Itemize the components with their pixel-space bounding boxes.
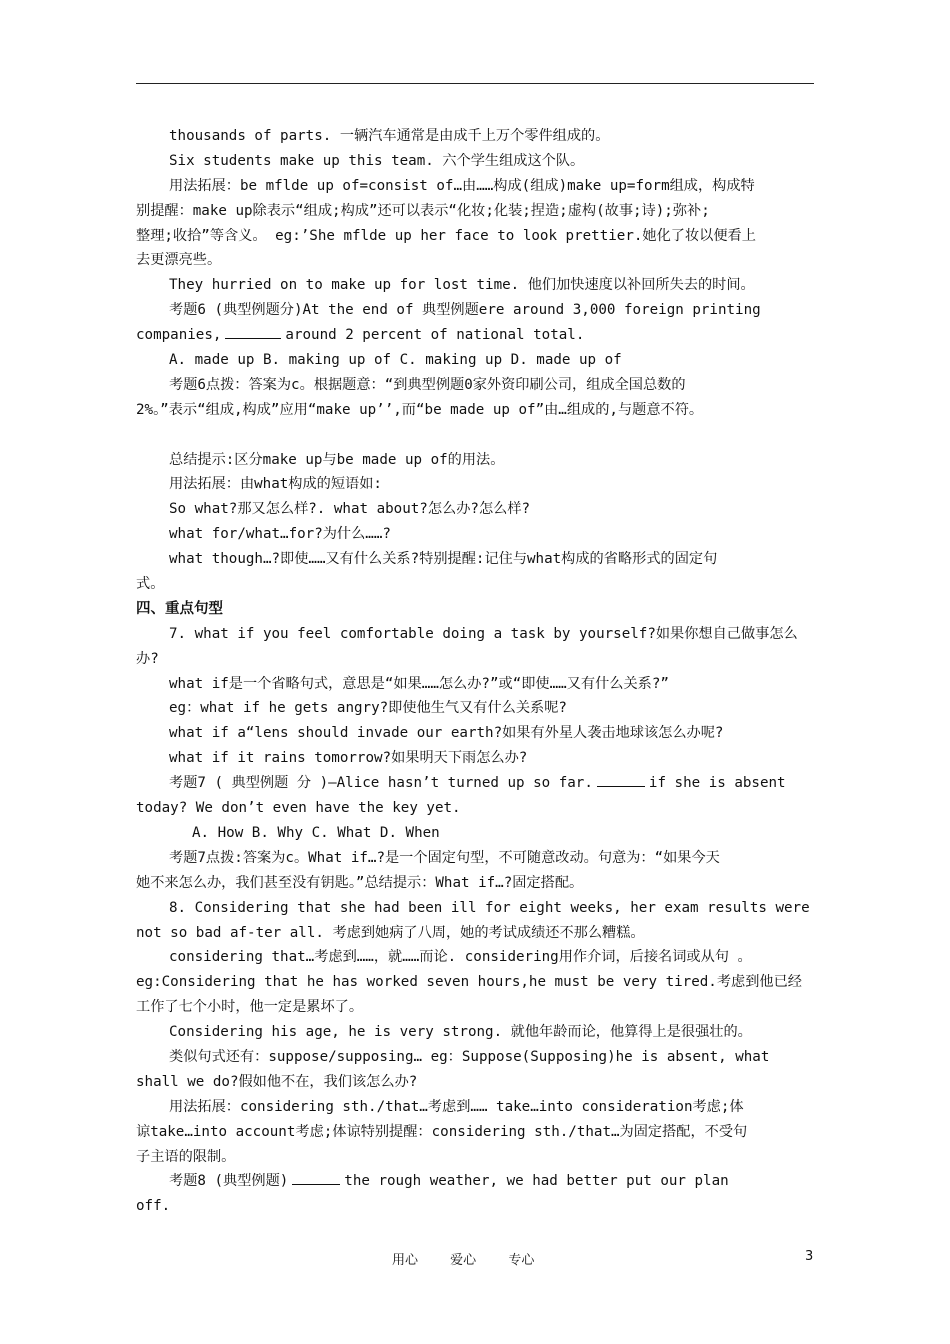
header-rule — [136, 83, 814, 84]
text-line: what if a“lens should invade our earth?如果有外星人袭击地球该怎么办呢? — [169, 725, 724, 742]
text-fragment: the rough weather, we had better put our plan — [344, 1173, 729, 1190]
text-line: 考题6点拨：答案为c。根据题意：“到典型例题0家外资印刷公司，组成全国总数的 — [169, 376, 686, 393]
text-fragment: 考题7 ( 典型例题 分 )—Alice hasn’t turned up so far. — [169, 775, 593, 792]
answer-blank — [292, 1170, 340, 1185]
text-line: today? We don’t even have the key yet. — [136, 800, 461, 817]
text-line: 总结提示:区分make up与be made up of的用法。 — [169, 451, 505, 468]
text-line: 工作了七个小时，他一定是累坏了。 — [136, 999, 364, 1016]
text-line: thousands of parts. 一辆汽车通常是由成千上万个零件组成的。 — [169, 128, 610, 144]
text-line: what though…?即使……又有什么关系?特别提醒:记住与what构成的省略形式的固定句 — [169, 551, 718, 568]
question-6-options: A. made up B. making up of C. making up D. made up of — [169, 352, 622, 369]
text-line: So what?那又怎么样?. what about?怎么办?怎么样? — [169, 501, 531, 518]
section-heading: 四、重点句型 — [136, 600, 223, 617]
text-line: what if it rains tomorrow?如果明天下雨怎么办? — [169, 750, 528, 767]
page-footer — [0, 1249, 950, 1269]
text-line: Six students make up this team. 六个学生组成这个队。 — [169, 152, 585, 169]
page-number: 3 — [805, 1249, 814, 1264]
text-line: 用法拓展：considering sth./that…考虑到…… take…into consideration考虑;体 — [169, 1098, 744, 1115]
text-line: 考题6 (典型例题分)At the end of 典型例题ere around 3,000 foreign printing — [169, 302, 761, 319]
text-line: shall we do?假如他不在，我们该怎么办? — [136, 1073, 418, 1090]
text-line: considering that…考虑到……，就……而论. considering用作介词，后接名词或从句 。 — [169, 949, 752, 966]
footer-motto-item: 用心 — [392, 1253, 419, 1268]
text-line: 7. what if you feel comfortable doing a task by yourself?如果你想自己做事怎么 — [169, 625, 798, 642]
text-fragment: companies, — [136, 327, 222, 344]
text-fragment: if she is absent — [648, 775, 786, 792]
footer-motto — [392, 1249, 562, 1268]
text-line: 考题7点拨:答案为c。What if…?是一个固定句型，不可随意改动。句意为：“如果今天 — [169, 849, 720, 866]
footer-motto-item: 爱心 — [450, 1253, 477, 1268]
text-line: eg：what if he gets angry?即使他生气又有什么关系呢? — [169, 700, 567, 717]
text-line: what for/what…for?为什么……? — [169, 526, 391, 543]
text-line: Considering his age, he is very strong. 就他年龄而论，他算得上是很强壮的。 — [169, 1024, 752, 1041]
question-8-stem — [136, 1169, 816, 1194]
text-line: They hurried on to make up for lost time. 他们加快速度以补回所失去的时间。 — [169, 277, 755, 294]
text-line: what if是一个省略句式，意思是“如果……怎么办?”或“即使……又有什么关系?” — [169, 675, 669, 692]
text-line: eg:Considering that he has worked seven hours,he must be very tired.考虑到他已经 — [136, 974, 802, 991]
text-line: 式。 — [136, 576, 165, 593]
text-line: 去更漂亮些。 — [136, 252, 222, 269]
question-7-stem — [136, 771, 816, 796]
text-line: 用法拓展：be mflde up of=consist of…由……构成(组成)make up=form组成，构成特 — [169, 177, 755, 194]
text-line: 整理;收拾”等含义。 eg:’She mflde up her face to look prettier.她化了妆以便看上 — [136, 227, 756, 244]
text-fragment: 考题8 (典型例题) — [169, 1173, 289, 1190]
text-line: off. — [136, 1198, 171, 1215]
text-line: 类似句式还有：suppose/supposing… eg：Suppose(Supposing)he is absent, what — [169, 1048, 770, 1065]
text-fragment: around 2 percent of national total. — [285, 327, 585, 344]
footer-motto-item: 专心 — [508, 1253, 535, 1268]
question-7-options: A. How B. Why C. What D. When — [192, 824, 440, 841]
text-line: 用法拓展：由what构成的短语如: — [169, 476, 382, 493]
text-line: 办? — [136, 650, 159, 667]
text-line: 8. Considering that she had been ill for eight weeks, her exam results were — [169, 899, 810, 916]
question-6-stem — [136, 323, 816, 348]
paragraph-gap — [136, 423, 816, 448]
page-body — [136, 124, 816, 1219]
answer-blank — [225, 324, 281, 339]
answer-blank — [597, 772, 645, 787]
text-line: not so bad af-ter all. 考虑到她病了八周，她的考试成绩还不那么糟糕。 — [136, 924, 645, 941]
text-line: 她不来怎么办，我们甚至没有钥匙。”总结提示：What if…?固定搭配。 — [136, 874, 584, 891]
text-line: 谅take…into account考虑;体谅特别提醒：considering sth./that…为固定搭配，不受句 — [136, 1123, 748, 1140]
text-line: 别提醒：make up除表示“组成;构成”还可以表示“化妆;化装;捏造;虚构(故事;诗);弥补; — [136, 202, 710, 219]
text-line: 子主语的限制。 — [136, 1148, 236, 1165]
text-line: 2%。”表示“组成,构成”应用“make up’’,而“be made up of”由…组成的,与题意不符。 — [136, 401, 704, 418]
